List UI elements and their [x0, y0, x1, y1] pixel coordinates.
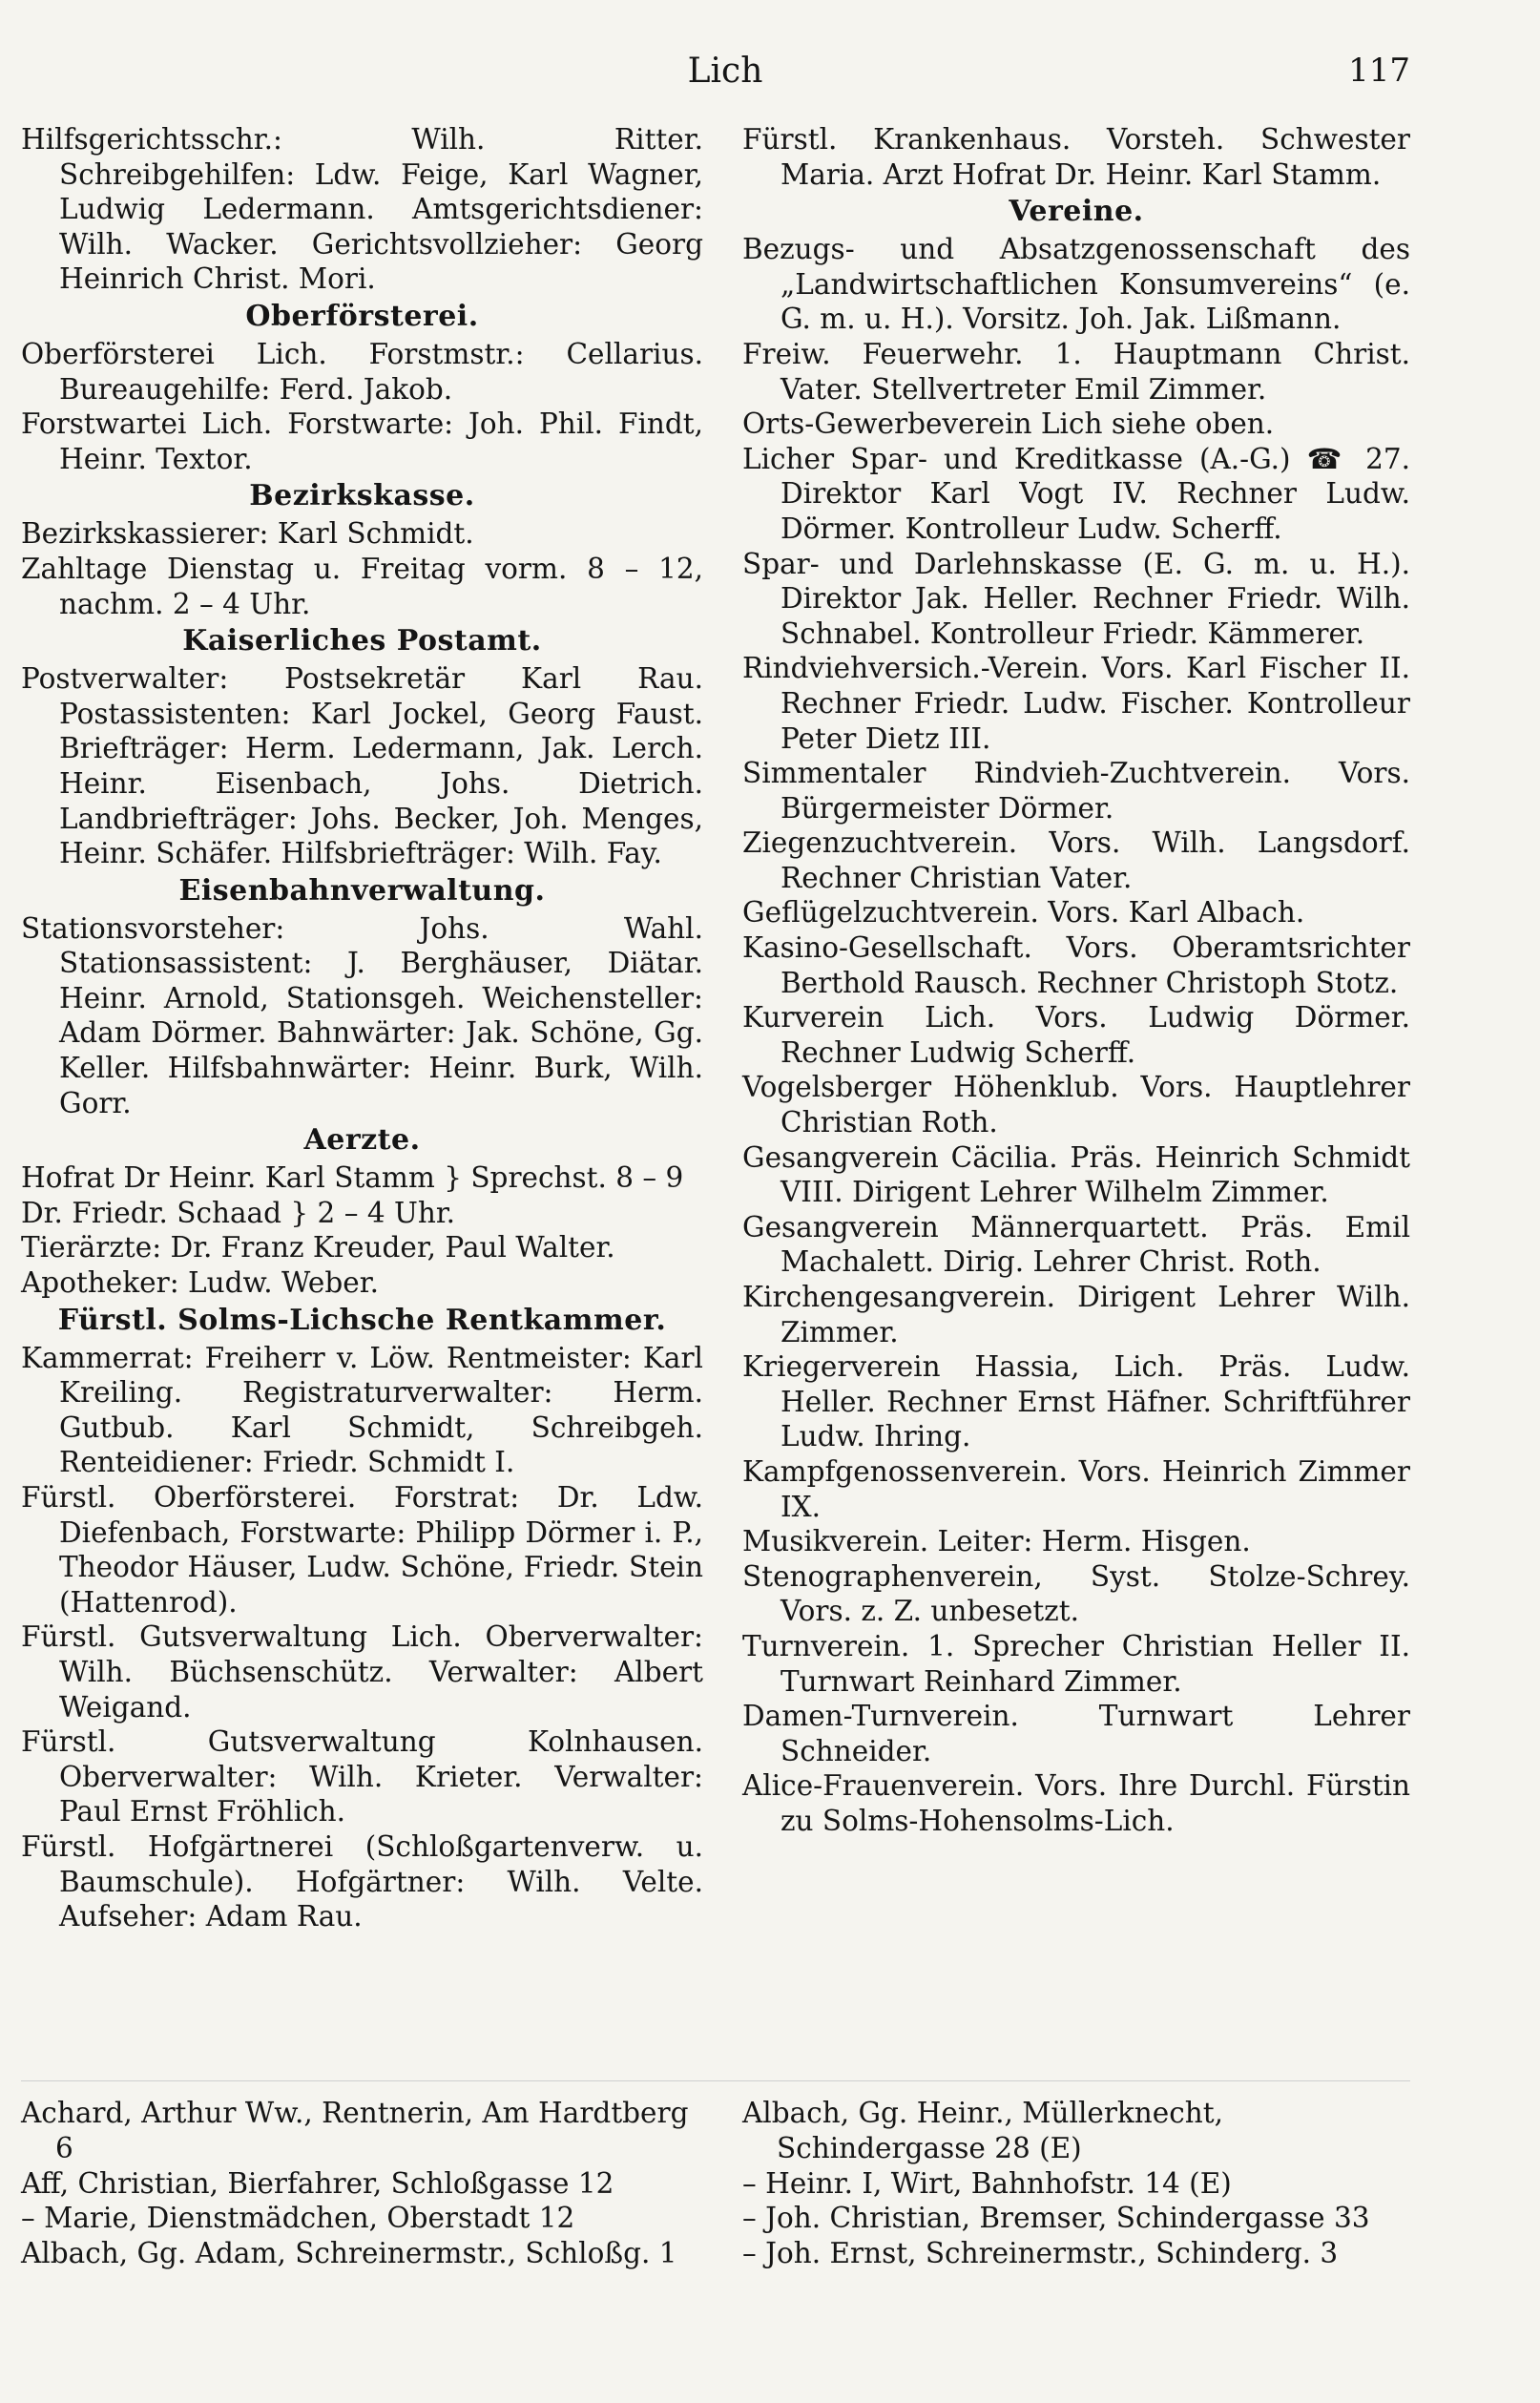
entry-feuerwehr: Freiw. Feuerwehr. 1. Hauptmann Christ. Vater. Stellvertreter Emil Zimmer. [742, 337, 1410, 406]
entry-hofgaertnerei: Fürstl. Hofgärtnerei (Schloßgartenverw. u. Baumschule). Hofgärtner: Wilh. Velte. Aufseher: Adam Rau. [21, 1829, 703, 1933]
heading-oberfoersterei: Oberförsterei. [245, 299, 479, 333]
entry-fuerstl-oberfoersterei: Fürstl. Oberförsterei. Forstrat: Dr. Ldw. Diefenbach, Forstwarte: Philipp Dörmer i. P., Theodor Häuser, Ludw. Schöne, Friedr. Stein (Hattenrod). [21, 1481, 703, 1619]
entry-simmentaler: Simmentaler Rindvieh-Zuchtverein. Vors. Bürgermeister Dörmer. [742, 757, 1410, 825]
right-column [742, 122, 1410, 1839]
entry-bezirkskassierer: Bezirkskassierer: Karl Schmidt. [21, 517, 474, 551]
entry-kurverein: Kurverein Lich. Vors. Ludwig Dörmer. Rechner Ludwig Scherff. [742, 1001, 1410, 1069]
heading-rentkammer: Fürstl. Solms-Lichsche Rentkammer. [57, 1303, 667, 1337]
resident-entry: – Joh. Ernst, Schreinermstr., Schinderg. 3 [742, 2237, 1339, 2270]
entry-apotheker: Apotheker: Ludw. Weber. [21, 1266, 379, 1300]
entry-forstwartei: Forstwartei Lich. Forstwarte: Joh. Phil. Findt, Heinr. Textor. [21, 407, 703, 475]
entry-kreditkasse: Licher Spar- und Kreditkasse (A.-G.) ☎ 27. Direktor Karl Vogt IV. Rechner Ludw. Dörmer. Kontrolleur Ludw. Scherff. [742, 442, 1410, 545]
resident-entry: Aff, Christian, Bierfahrer, Schloßgasse 12 [21, 2166, 614, 2200]
entry-tieraerzte: Tierärzte: Dr. Franz Kreuder, Paul Walter. [21, 1231, 615, 1264]
entry-kampfgenossen: Kampfgenossenverein. Vors. Heinrich Zimmer IX. [742, 1454, 1410, 1523]
page-header [0, 46, 1540, 103]
entry-arzt-stamm: Hofrat Dr Heinr. Karl Stamm } Sprechst. 8 – 9 [21, 1161, 684, 1195]
entry-gutsverwaltung-lich: Fürstl. Gutsverwaltung Lich. Oberverwalter: Wilh. Büchsenschütz. Verwalter: Albert Weigand. [21, 1620, 703, 1724]
entry-stenographen: Stenographenverein, Syst. Stolze-Schrey. Vors. z. Z. unbesetzt. [742, 1559, 1410, 1628]
entry-ziegenzucht: Ziegenzuchtverein. Vors. Wilh. Langsdorf. Rechner Christian Vater. [742, 826, 1410, 894]
entry-damenturnverein: Damen-Turnverein. Turnwart Lehrer Schneider. [742, 1700, 1410, 1767]
entry-frauenverein: Alice-Frauenverein. Vors. Ihre Durchl. Fürstin zu Solms-Hohensolms-Lich. [742, 1769, 1410, 1837]
entry-rindviehverein: Rindviehversich.-Verein. Vors. Karl Fischer II. Rechner Friedr. Ludw. Fischer. Kontrolleur Peter Dietz III. [742, 652, 1410, 755]
entry-oberfoersterei: Oberförsterei Lich. Forstmstr.: Cellarius. Bureaugehilfe: Ferd. Jakob. [21, 337, 703, 406]
resident-entry: – Marie, Dienstmädchen, Oberstadt 12 [21, 2202, 575, 2235]
residents-left [21, 2096, 703, 2271]
page-number: 117 [1348, 52, 1410, 90]
resident-entry: – Heinr. I, Wirt, Bahnhofstr. 14 (E) [742, 2166, 1232, 2200]
entry-eisenbahn: Stationsvorsteher: Johs. Wahl. Stationsassistent: J. Berghäuser, Diätar. Heinr. Arnold, Stationsgeh. Weichensteller: Adam Dörmer. Bahnwärter: Jak. Schöne, Gg. Keller. Hilfsbahnwärter: Heinr. Burk, Wilh. Gorr. [21, 911, 703, 1119]
heading-bezirkskasse: Bezirkskasse. [249, 479, 475, 513]
entry-postamt: Postverwalter: Postsekretär Karl Rau. Postassistenten: Karl Jockel, Georg Faust. Briefträger: Herm. Ledermann, Jak. Lerch. Heinr. Eisenbach, Johs. Dietrich. Landbriefträger: Johs. Becker, Joh. Menges, Heinr. Schäfer. Hilfsbriefträger: Wilh. Fay. [21, 662, 703, 870]
entry-gefluegelzucht: Geflügelzuchtverein. Vors. Karl Albach. [742, 896, 1305, 930]
residents-right [742, 2096, 1410, 2271]
entry-kasino: Kasino-Gesellschaft. Vors. Oberamtsrichter Berthold Rausch. Rechner Christoph Stotz. [742, 931, 1410, 999]
running-title: Lich [687, 52, 763, 91]
entry-gewerbeverein: Orts-Gewerbeverein Lich siehe oben. [742, 407, 1275, 441]
entry-turnverein: Turnverein. 1. Sprecher Christian Heller II. Turnwart Reinhard Zimmer. [742, 1629, 1410, 1698]
entry-krankenhaus: Fürstl. Krankenhaus. Vorsteh. Schwester Maria. Arzt Hofrat Dr. Heinr. Karl Stamm. [742, 123, 1410, 191]
entry-bezugsgenossenschaft: Bezugs- und Absatzgenossenschaft des „Landwirtschaftlichen Konsumvereins“ (e. G. m. u. H.). Vorsitz. Joh. Jak. Lißmann. [742, 233, 1410, 336]
entry-gericht-staff: Hilfsgerichtsschr.: Wilh. Ritter. Schreibgehilfen: Ldw. Feige, Karl Wagner, Ludwig Ledermann. Amtsgerichtsdiener: Wilh. Wacker. Gerichtsvollzieher: Georg Heinrich Christ. Mori. [21, 123, 703, 296]
entry-maennerquartett: Gesangverein Männerquartett. Präs. Emil Machalett. Dirig. Lehrer Christ. Roth. [742, 1210, 1410, 1279]
entry-kriegerverein: Kriegerverein Hassia, Lich. Präs. Ludw. Heller. Rechner Ernst Häfner. Schriftführer Ludw. Ihring. [742, 1350, 1410, 1453]
heading-vereine: Vereine. [1009, 195, 1144, 229]
resident-entry: Albach, Gg. Heinr., Müllerknecht, Schindergasse 28 (E) [742, 2097, 1224, 2164]
resident-entry: Achard, Arthur Ww., Rentnerin, Am Hardtberg 6 [21, 2097, 689, 2164]
resident-entry: Albach, Gg. Adam, Schreinermstr., Schloßg. 1 [21, 2237, 677, 2270]
entry-darlehnskasse: Spar- und Darlehnskasse (E. G. m. u. H.). Direktor Jak. Heller. Rechner Friedr. Wilh. Schnabel. Kontrolleur Friedr. Kämmerer. [742, 547, 1410, 650]
entry-caecilia: Gesangverein Cäcilia. Präs. Heinrich Schmidt VIII. Dirigent Lehrer Wilhelm Zimmer. [742, 1140, 1410, 1209]
heading-postamt: Kaiserliches Postamt. [182, 624, 542, 658]
heading-aerzte: Aerzte. [303, 1123, 421, 1158]
section-divider [21, 2080, 1410, 2081]
entry-hoehenklub: Vogelsberger Höhenklub. Vors. Hauptlehrer Christian Roth. [742, 1071, 1410, 1139]
entry-gutsverwaltung-kolnhausen: Fürstl. Gutsverwaltung Kolnhausen. Oberverwalter: Wilh. Krieter. Verwalter: Paul Ernst Fröhlich. [21, 1725, 703, 1828]
resident-entry: – Joh. Christian, Bremser, Schindergasse 33 [742, 2202, 1370, 2235]
entry-kirchengesang: Kirchengesangverein. Dirigent Lehrer Wilh. Zimmer. [742, 1281, 1410, 1348]
entry-rentkammer: Kammerrat: Freiherr v. Löw. Rentmeister: Karl Kreiling. Registraturverwalter: Herm. Gutbub. Karl Schmidt, Schreibgeh. Renteidiener: Friedr. Schmidt I. [21, 1341, 703, 1479]
left-column [21, 122, 703, 1934]
entry-musikverein: Musikverein. Leiter: Herm. Hisgen. [742, 1525, 1251, 1558]
heading-eisenbahn: Eisenbahnverwaltung. [178, 873, 546, 908]
entry-zahltage: Zahltage Dienstag u. Freitag vorm. 8 – 12, nachm. 2 – 4 Uhr. [21, 552, 703, 620]
entry-arzt-schaad: Dr. Friedr. Schaad } 2 – 4 Uhr. [21, 1196, 456, 1229]
